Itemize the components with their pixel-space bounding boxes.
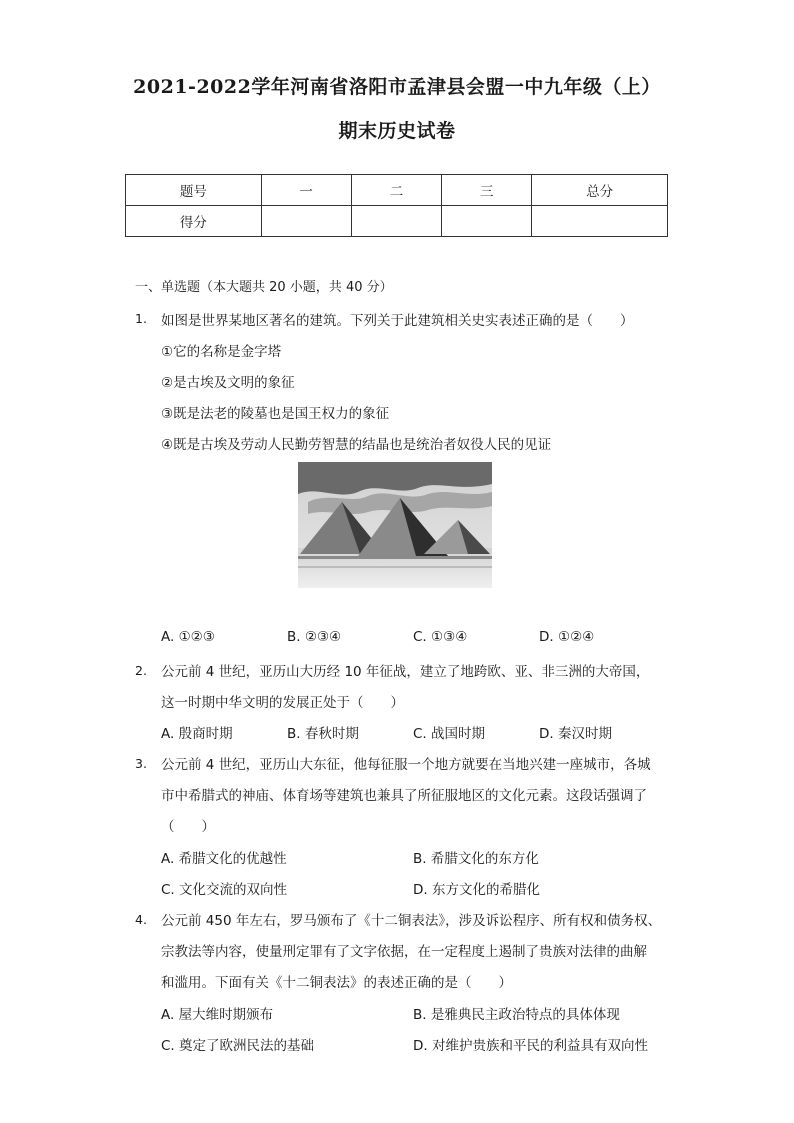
question-stem-line: ①它的名称是金字塔 xyxy=(161,344,282,360)
question-stem-line: ④既是古埃及劳动人民勤劳智慧的结晶也是统治者奴役人民的见证 xyxy=(161,437,552,453)
option-a: A. 屋大维时期颁布 xyxy=(161,1007,274,1023)
score-table xyxy=(125,174,668,237)
option-b: B. 春秋时期 xyxy=(287,726,359,742)
option-a: A. 殷商时期 xyxy=(161,726,233,742)
option-c: C. 战国时期 xyxy=(413,726,486,742)
question-stem-line: 和滥用。下面有关《十二铜表法》的表述正确的是（ ） xyxy=(161,975,512,991)
score-cell xyxy=(261,206,351,237)
question-stem-line: ②是古埃及文明的象征 xyxy=(161,375,295,391)
question-number: 4. xyxy=(135,912,147,927)
option-d: D. 东方文化的希腊化 xyxy=(413,882,540,898)
question-stem-line: （ ） xyxy=(161,819,215,835)
score-table-header-row xyxy=(126,175,668,206)
option-d: D. 对维护贵族和平民的利益具有双向性 xyxy=(413,1038,648,1054)
option-b: B. 希腊文化的东方化 xyxy=(413,851,539,867)
question-stem-line: 如图是世界某地区著名的建筑。下列关于此建筑相关史实表述正确的是（ ） xyxy=(161,313,634,329)
score-row-label: 得分 xyxy=(126,206,262,237)
option-d: D. ①②④ xyxy=(539,629,595,645)
score-cell xyxy=(442,206,532,237)
score-header-cell: 三 xyxy=(442,175,532,206)
score-header-cell: 二 xyxy=(351,175,442,206)
question-stem-line: ③既是法老的陵墓也是国王权力的象征 xyxy=(161,406,390,422)
question-number: 3. xyxy=(135,756,147,771)
score-table-score-row xyxy=(126,206,668,237)
score-header-cell: 一 xyxy=(261,175,351,206)
option-c: C. 奠定了欧洲民法的基础 xyxy=(161,1038,315,1054)
exam-title-line1: 2021-2022学年河南省洛阳市孟津县会盟一中九年级（上） xyxy=(133,76,661,98)
option-a: A. ①②③ xyxy=(161,629,215,645)
score-cell xyxy=(532,206,668,237)
pyramids-photo xyxy=(298,462,492,588)
score-header-cell: 总分 xyxy=(532,175,668,206)
option-c: C. ①③④ xyxy=(413,629,468,645)
question-number: 2. xyxy=(135,663,147,678)
option-d: D. 秦汉时期 xyxy=(539,726,612,742)
question-number: 1. xyxy=(135,311,147,326)
question-stem-line: 宗教法等内容，使量刑定罪有了文字依据，在一定程度上遏制了贵族对法律的曲解 xyxy=(161,944,647,960)
option-b: B. 是雅典民主政治特点的具体体现 xyxy=(413,1007,620,1023)
option-c: C. 文化交流的双向性 xyxy=(161,882,288,898)
option-b: B. ②③④ xyxy=(287,629,342,645)
question-stem-line: 市中希腊式的神庙、体育场等建筑也兼具了所征服地区的文化元素。这段话强调了 xyxy=(161,788,647,804)
exam-title-line2: 期末历史试卷 xyxy=(338,120,456,142)
question-stem-line: 这一时期中华文明的发展正处于（ ） xyxy=(161,695,404,711)
score-header-cell: 题号 xyxy=(126,175,262,206)
question-stem-line: 公元前 4 世纪，亚历山大东征，他每征服一个地方就要在当地兴建一座城市，各城 xyxy=(161,757,651,773)
section-heading: 一、单选题（本大题共 20 小题，共 40 分） xyxy=(135,280,393,295)
option-a: A. 希腊文化的优越性 xyxy=(161,851,287,867)
question-stem-line: 公元前 4 世纪，亚历山大历经 10 年征战，建立了地跨欧、亚、非三洲的大帝国， xyxy=(161,664,650,680)
question-stem-line: 公元前 450 年左右，罗马颁布了《十二铜表法》，涉及诉讼程序、所有权和债务权、 xyxy=(161,913,662,929)
score-cell xyxy=(351,206,442,237)
